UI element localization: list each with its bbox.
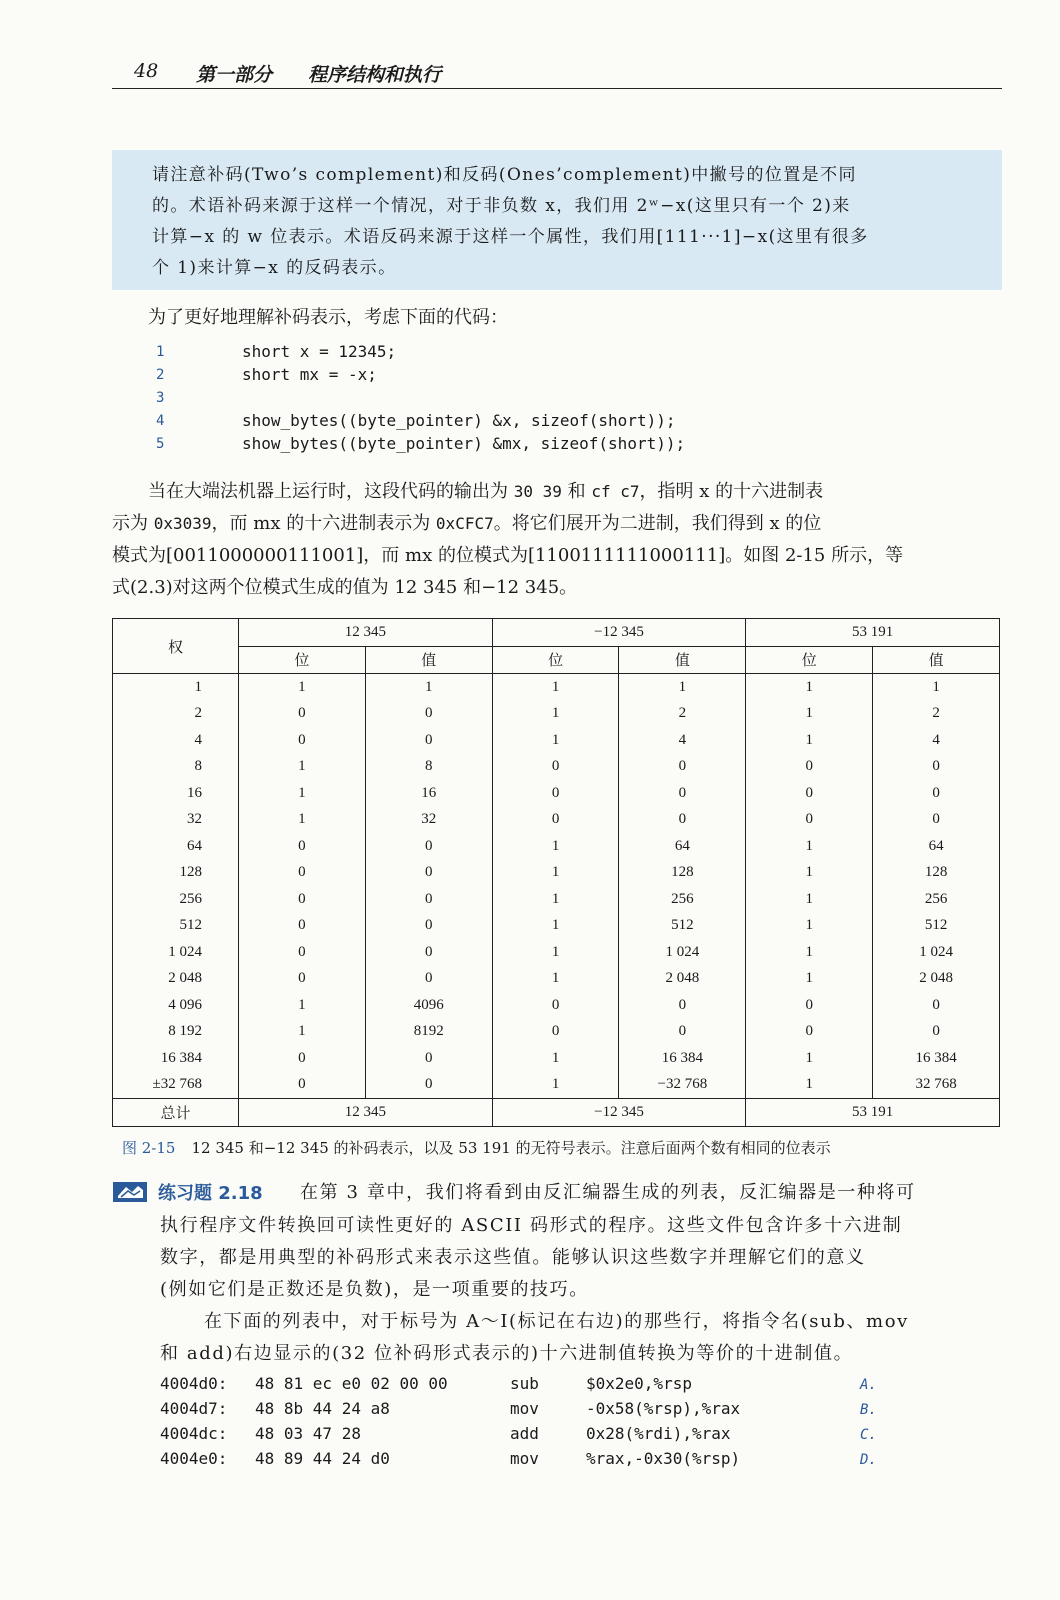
bit-cell: 1 (492, 1045, 619, 1072)
value-cell: 128 (619, 860, 746, 887)
value-cell: 0 (365, 913, 492, 940)
table-subheader-row (113, 646, 1000, 674)
weight-cell: ±32 768 (113, 1072, 239, 1099)
asm-label: A. (860, 1377, 877, 1393)
exercise-line: 数字，都是用典型的补码形式来表示这些值。能够认识这些数字并理解它们的意义 (160, 1247, 866, 1268)
group-header: 53 191 (746, 619, 1000, 647)
total-value: 12 345 (239, 1099, 493, 1127)
value-cell: 0 (365, 1045, 492, 1072)
table-row (113, 674, 1000, 701)
table-row (113, 1072, 1000, 1099)
value-cell: 16 384 (619, 1045, 746, 1072)
bit-header: 位 (239, 646, 366, 674)
bit-cell: 1 (492, 886, 619, 913)
value-cell: 64 (928, 837, 944, 854)
bit-header: 位 (746, 646, 873, 674)
bit-cell: 0 (492, 754, 619, 781)
value-cell: 1 024 (919, 943, 953, 960)
asm-row (160, 1374, 1002, 1399)
code-text: show_bytes((byte_pointer) &x, sizeof(short)); (242, 411, 676, 430)
asm-operands: -0x58(%rsp),%rax (586, 1399, 741, 1418)
group-header: −12 345 (492, 619, 746, 647)
table-row (113, 939, 1000, 966)
bit-cell: 0 (746, 1019, 873, 1046)
asm-operands: $0x2e0,%rsp (586, 1374, 692, 1393)
line-number: 1 (156, 344, 165, 360)
value-cell: 2 048 (919, 970, 953, 987)
bit-cell: 0 (746, 780, 873, 807)
asm-operands: 0x28(%rdi),%rax (586, 1424, 731, 1443)
line-number: 2 (156, 367, 165, 383)
value-header: 值 (619, 646, 746, 674)
value-cell: 8192 (365, 1019, 492, 1046)
value-cell: 0 (932, 758, 940, 775)
disassembly-listing (160, 1374, 1002, 1474)
value-cell: 128 (924, 864, 948, 881)
intro-paragraph: 为了更好地理解补码表示，考虑下面的代码： (148, 307, 508, 328)
asm-row (160, 1424, 1002, 1449)
value-cell: 0 (365, 833, 492, 860)
value-cell: 0 (365, 860, 492, 887)
line-number: 5 (156, 436, 165, 452)
exercise-icon (112, 1180, 148, 1204)
text: ，而 mx 的十六进制表示为 (211, 513, 436, 534)
line-number: 3 (156, 390, 165, 406)
value-cell: 4 (932, 731, 940, 748)
bit-cell: 0 (492, 1019, 619, 1046)
bit-cell: 0 (239, 1045, 366, 1072)
text: ，指明 x 的十六进制表 (639, 481, 824, 502)
value-cell: −32 768 (619, 1072, 746, 1099)
weight-cell: 128 (113, 860, 239, 887)
value-header: 值 (873, 646, 1000, 674)
caption-text: 12 345 和−12 345 的补码表示，以及 53 191 的无符号表示。注意后面两个数有相同的位表示 (191, 1139, 831, 1157)
bit-header: 位 (492, 646, 619, 674)
bit-cell: 1 (492, 939, 619, 966)
exercise-line: 和 add)右边显示的(32 位补码形式表示的)十六进制值转换为等价的十进制值。 (160, 1343, 854, 1364)
code-text: short mx = -x; (242, 365, 377, 384)
value-cell: 0 (932, 811, 940, 828)
figure-label: 图 2-15 (122, 1139, 176, 1157)
bit-cell: 1 (746, 727, 873, 754)
asm-bytes: 48 89 44 24 d0 (255, 1449, 390, 1468)
weight-cell: 8 (113, 754, 239, 781)
weight-cell: 32 (113, 807, 239, 834)
value-cell: 32 (365, 807, 492, 834)
value-cell: 64 (619, 833, 746, 860)
table-row (113, 1019, 1000, 1046)
code-line (112, 365, 1002, 388)
value-cell: 1 024 (619, 939, 746, 966)
note-line: 请注意补码(Two’s complement)和反码(Ones’complement)中撇号的位置是不同 (152, 165, 857, 185)
value-cell: 0 (619, 807, 746, 834)
total-label: 总计 (113, 1099, 239, 1127)
bit-cell: 1 (746, 1072, 873, 1099)
value-cell: 2 (932, 705, 940, 722)
table-row (113, 913, 1000, 940)
value-cell: 0 (619, 992, 746, 1019)
exercise-line: (例如它们是正数还是负数)，是一项重要的技巧。 (160, 1279, 589, 1300)
bit-cell: 0 (239, 1072, 366, 1099)
weight-cell: 512 (113, 913, 239, 940)
asm-opcode: add (510, 1424, 539, 1443)
bit-cell: 0 (239, 833, 366, 860)
table-row (113, 727, 1000, 754)
asm-address: 4004d7: (160, 1399, 228, 1418)
asm-opcode: sub (510, 1374, 539, 1393)
table-row (113, 833, 1000, 860)
explanation-line: 式(2.3)对这两个位模式生成的值为 12 345 和−12 345。 (112, 577, 578, 598)
weight-cell: 256 (113, 886, 239, 913)
exercise-header (112, 1178, 1002, 1210)
value-cell: 0 (619, 1019, 746, 1046)
code-line (112, 434, 1002, 457)
value-cell: 32 768 (915, 1076, 957, 1093)
group-header: 12 345 (239, 619, 493, 647)
note-line: 个 1)来计算−x 的反码表示。 (152, 258, 397, 278)
note-box (112, 150, 1002, 290)
bit-cell: 1 (746, 1045, 873, 1072)
bit-cell: 1 (239, 1019, 366, 1046)
bit-cell: 1 (492, 860, 619, 887)
bit-cell: 1 (746, 939, 873, 966)
value-cell: 0 (932, 784, 940, 801)
running-header (112, 58, 1002, 89)
bit-cell: 0 (746, 754, 873, 781)
table-row (113, 886, 1000, 913)
value-cell: 256 (924, 890, 948, 907)
value-cell: 1 (365, 674, 492, 701)
table-row (113, 807, 1000, 834)
hex-value: 0x3039 (153, 514, 212, 533)
note-line: 的。术语补码来源于这样一个情况，对于非负数 x，我们用 2ʷ−x(这里只有一个 2)来 (152, 196, 851, 216)
value-cell: 4 (619, 727, 746, 754)
value-cell: 256 (619, 886, 746, 913)
value-cell: 4096 (365, 992, 492, 1019)
code-text: show_bytes((byte_pointer) &mx, sizeof(short)); (242, 434, 686, 453)
value-cell: 0 (619, 754, 746, 781)
code-text: short x = 12345; (242, 342, 397, 361)
text: 示为 (112, 513, 154, 534)
value-cell: 0 (619, 780, 746, 807)
value-cell: 2 048 (619, 966, 746, 993)
bit-cell: 1 (492, 727, 619, 754)
value-cell: 0 (932, 996, 940, 1013)
bit-cell: 1 (239, 807, 366, 834)
explanation-paragraph (112, 476, 1002, 604)
table-row (113, 966, 1000, 993)
weight-cell: 16 384 (113, 1045, 239, 1072)
figure-caption (122, 1137, 831, 1158)
text: 。将它们展开为二进制，我们得到 x 的位 (493, 513, 822, 534)
bit-cell: 1 (492, 833, 619, 860)
asm-bytes: 48 8b 44 24 a8 (255, 1399, 390, 1418)
table-row (113, 1045, 1000, 1072)
weight-cell: 1 (113, 674, 239, 701)
value-cell: 1 (932, 678, 940, 695)
asm-address: 4004e0: (160, 1449, 228, 1468)
line-number: 4 (156, 413, 165, 429)
value-cell: 0 (365, 939, 492, 966)
asm-label: C. (860, 1427, 877, 1443)
bit-cell: 0 (492, 807, 619, 834)
weight-cell: 1 024 (113, 939, 239, 966)
bit-cell: 0 (239, 860, 366, 887)
hex-bytes: cf c7 (591, 482, 640, 501)
text: 当在大端法机器上运行时，这段代码的输出为 (148, 481, 514, 502)
bit-cell: 0 (239, 939, 366, 966)
value-cell: 8 (365, 754, 492, 781)
hex-bytes: 30 39 (513, 482, 562, 501)
asm-row (160, 1449, 1002, 1474)
weight-cell: 64 (113, 833, 239, 860)
value-cell: 0 (365, 886, 492, 913)
value-cell: 512 (619, 913, 746, 940)
bit-cell: 0 (746, 992, 873, 1019)
note-line: 计算−x 的 w 位表示。术语反码来源于这样一个属性，我们用[111···1]−x(这里有很多 (152, 227, 869, 247)
bit-cell: 1 (239, 780, 366, 807)
bit-cell: 0 (239, 913, 366, 940)
value-cell: 2 (619, 701, 746, 728)
explanation-line (112, 508, 1002, 540)
value-cell: 0 (365, 701, 492, 728)
table-row (113, 992, 1000, 1019)
total-value: 53 191 (746, 1099, 1000, 1127)
value-cell: 0 (365, 966, 492, 993)
asm-opcode: mov (510, 1449, 539, 1468)
bit-cell: 0 (239, 701, 366, 728)
weight-cell: 4 (113, 727, 239, 754)
bit-cell: 1 (746, 701, 873, 728)
bit-cell: 1 (492, 966, 619, 993)
bit-cell: 0 (746, 807, 873, 834)
weight-cell: 8 192 (113, 1019, 239, 1046)
value-cell: 16 (365, 780, 492, 807)
bit-cell: 1 (746, 674, 873, 701)
bit-cell: 1 (492, 913, 619, 940)
bit-cell: 1 (746, 833, 873, 860)
table-row (113, 860, 1000, 887)
asm-address: 4004d0: (160, 1374, 228, 1393)
total-value: −12 345 (492, 1099, 746, 1127)
bit-cell: 0 (239, 727, 366, 754)
bit-cell: 1 (239, 992, 366, 1019)
weight-header: 权 (113, 619, 239, 674)
weight-cell: 4 096 (113, 992, 239, 1019)
table-row (113, 780, 1000, 807)
code-line (112, 411, 1002, 434)
table-row (113, 754, 1000, 781)
bit-cell: 0 (492, 992, 619, 1019)
value-cell: 0 (932, 1023, 940, 1040)
section-title: 程序结构和执行 (308, 64, 442, 86)
exercise-line: 在下面的列表中，对于标号为 A～I(标记在右边)的那些行，将指令名(sub、mov (204, 1311, 909, 1332)
code-line (112, 342, 1002, 365)
page-number: 48 (134, 60, 159, 82)
bit-cell: 0 (239, 886, 366, 913)
value-cell: 512 (924, 917, 948, 934)
bit-cell: 1 (492, 674, 619, 701)
explanation-line (112, 476, 1002, 508)
hex-value: 0xCFC7 (435, 514, 494, 533)
text: 和 (561, 481, 592, 502)
asm-address: 4004dc: (160, 1424, 228, 1443)
total-row (113, 1099, 1000, 1127)
bit-cell: 1 (492, 1072, 619, 1099)
asm-row (160, 1399, 1002, 1424)
bit-cell: 1 (239, 674, 366, 701)
figure-2-15-table (112, 618, 1000, 1127)
code-listing (112, 342, 1002, 457)
code-line (112, 388, 1002, 411)
bit-cell: 0 (492, 780, 619, 807)
asm-operands: %rax,-0x30(%rsp) (586, 1449, 741, 1468)
weight-cell: 2 048 (113, 966, 239, 993)
weight-cell: 2 (113, 701, 239, 728)
table-header-row (113, 619, 1000, 647)
explanation-line: 模式为[0011000000111001]，而 mx 的位模式为[1100111111000111]。如图 2-15 所示，等 (112, 545, 904, 566)
asm-bytes: 48 81 ec e0 02 00 00 (255, 1374, 448, 1393)
table-body (113, 674, 1000, 1099)
value-header: 值 (365, 646, 492, 674)
value-cell: 0 (365, 727, 492, 754)
weight-cell: 16 (113, 780, 239, 807)
part-title: 第一部分 (196, 64, 273, 86)
bit-cell: 0 (239, 966, 366, 993)
asm-bytes: 48 03 47 28 (255, 1424, 361, 1443)
table-row (113, 701, 1000, 728)
asm-label: D. (860, 1452, 877, 1468)
bit-cell: 1 (239, 754, 366, 781)
asm-opcode: mov (510, 1399, 539, 1418)
value-cell: 16 384 (915, 1049, 957, 1066)
bit-cell: 1 (492, 701, 619, 728)
value-cell: 0 (365, 1072, 492, 1099)
exercise-line: 执行程序文件转换回可读性更好的 ASCII 码形式的程序。这些文件包含许多十六进制 (160, 1215, 903, 1236)
value-cell: 1 (619, 674, 746, 701)
asm-label: B. (860, 1402, 877, 1418)
bit-cell: 1 (746, 886, 873, 913)
bit-cell: 1 (746, 913, 873, 940)
exercise-title: 练习题 2.18 (158, 1183, 263, 1204)
bit-cell: 1 (746, 860, 873, 887)
bit-cell: 1 (746, 966, 873, 993)
exercise-line: 在第 3 章中，我们将看到由反汇编器生成的列表，反汇编器是一种将可 (300, 1182, 916, 1203)
